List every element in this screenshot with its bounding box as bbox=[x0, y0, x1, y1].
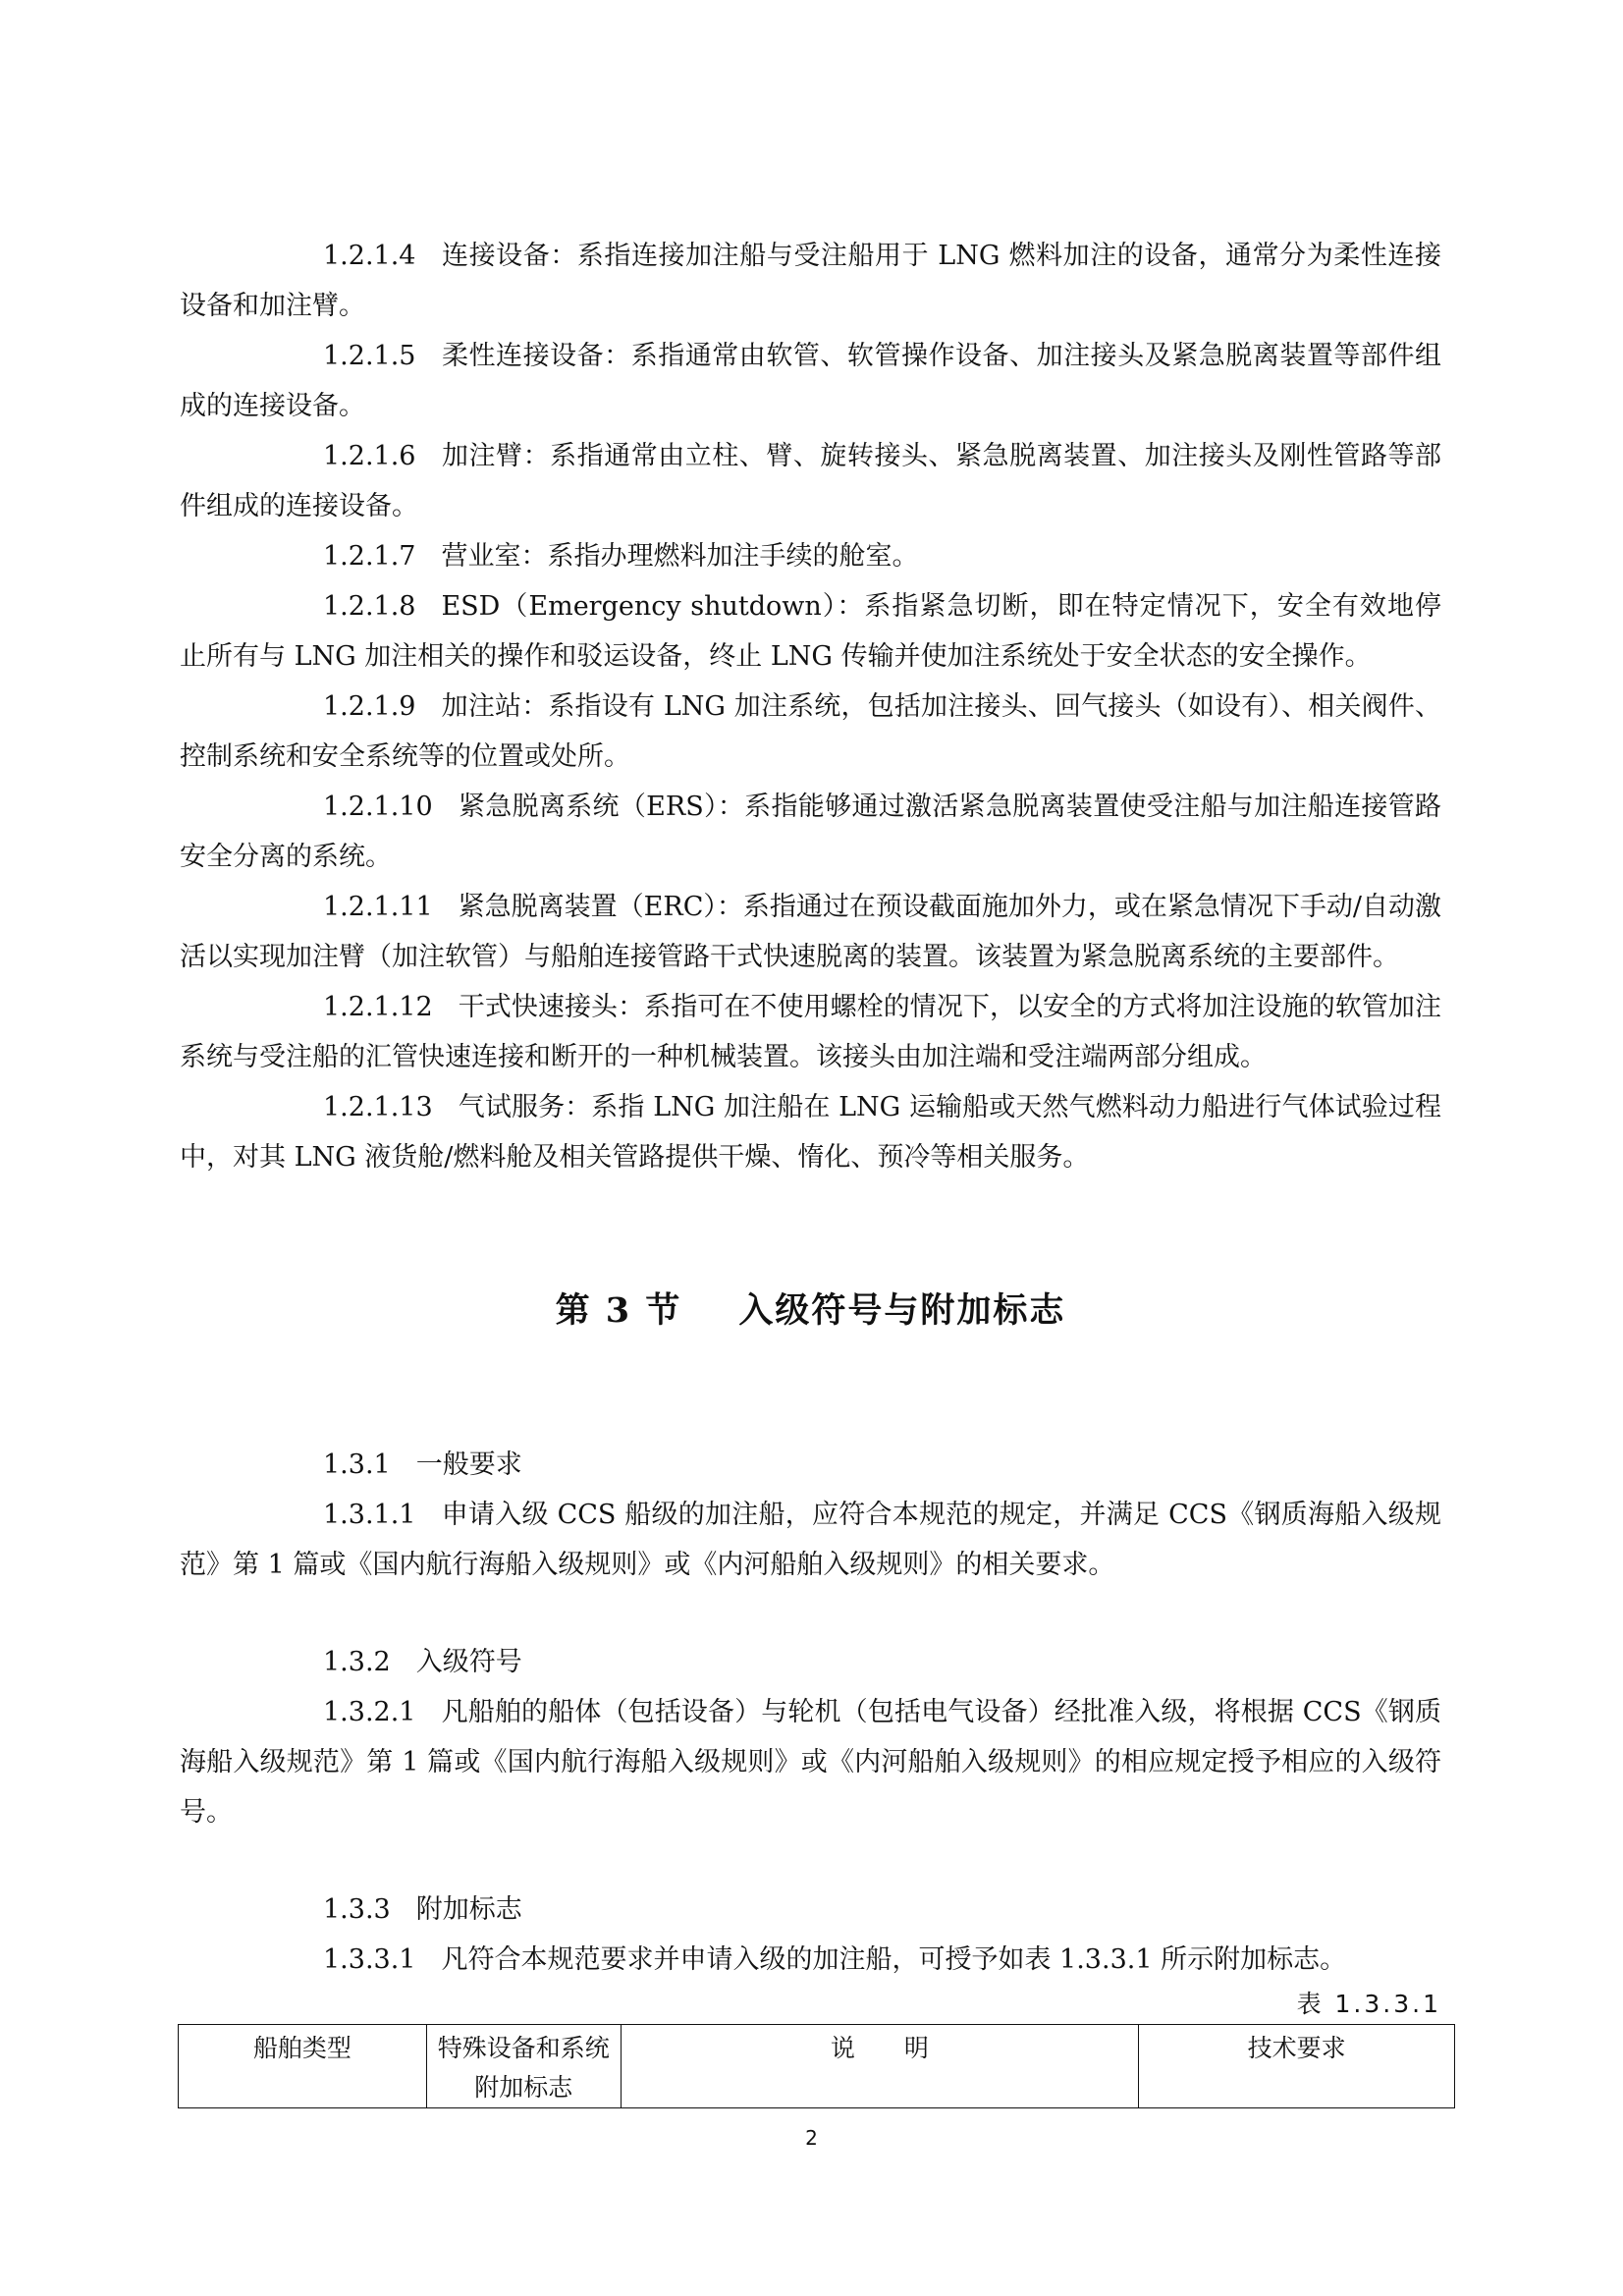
section-number: 第 3 节 bbox=[555, 1290, 682, 1331]
page-content bbox=[180, 231, 1441, 2108]
header-description: 说 明 bbox=[621, 2025, 1139, 2108]
paragraph-1-2-1-13 bbox=[180, 1082, 1441, 1182]
paragraph-1-2-1-9 bbox=[180, 682, 1441, 782]
paragraph-1-2-1-7 bbox=[180, 531, 1441, 581]
paragraph-1-2-1-10 bbox=[180, 782, 1441, 882]
clause-number: 1.2.1.8 bbox=[323, 591, 416, 622]
clause-text: 营业室：系指办理燃料加注手续的舱室。 bbox=[441, 541, 919, 572]
clause-text: 凡符合本规范要求并申请入级的加注船，可授予如表 1.3.3.1 所示附加标志。 bbox=[441, 1944, 1347, 1975]
paragraph-1-2-1-11 bbox=[180, 882, 1441, 982]
clause-number: 1.2.1.7 bbox=[323, 541, 416, 572]
header-technical-requirements: 技术要求 bbox=[1139, 2025, 1455, 2108]
clause-number: 1.3.3.1 bbox=[323, 1944, 416, 1975]
clause-text: 紧急脱离系统（ERS）：系指能够通过激活紧急脱离装置使受注船与加注船连接管路安全分离的系统。 bbox=[180, 792, 1441, 872]
heading-1-3-1 bbox=[180, 1440, 1441, 1490]
section-heading-text: 入级符号与附加标志 bbox=[738, 1290, 1066, 1331]
paragraph-1-2-1-4 bbox=[180, 231, 1441, 331]
clause-heading-text: 入级符号 bbox=[415, 1647, 522, 1677]
paragraph-1-2-1-5 bbox=[180, 331, 1441, 431]
clause-text: 加注站：系指设有 LNG 加注系统，包括加注接头、回气接头（如设有）、相关阀件、控制系统和安全系统等的位置或处所。 bbox=[180, 691, 1441, 772]
clause-number: 1.2.1.6 bbox=[323, 441, 416, 471]
heading-1-3-2 bbox=[180, 1637, 1441, 1687]
paragraph-1-3-3-1 bbox=[180, 1935, 1441, 1985]
header-ship-type: 船舶类型 bbox=[179, 2025, 427, 2108]
heading-1-3-3 bbox=[180, 1885, 1441, 1935]
paragraph-1-2-1-12 bbox=[180, 982, 1441, 1082]
clause-text: 连接设备：系指连接加注船与受注船用于 LNG 燃料加注的设备，通常分为柔性连接设备和加注臂。 bbox=[180, 241, 1441, 321]
spacer bbox=[180, 1590, 1441, 1637]
clause-number: 1.2.1.10 bbox=[323, 792, 433, 822]
clause-number: 1.3.3 bbox=[323, 1894, 391, 1925]
clause-number: 1.3.1 bbox=[323, 1449, 391, 1480]
spacer bbox=[180, 1182, 1441, 1286]
clause-text: 紧急脱离装置（ERC）：系指通过在预设截面施加外力，或在紧急情况下手动/自动激活以实现加注臂（加注软管）与船舶连接管路干式快速脱离的装置。该装置为紧急脱离系统的主要部件。 bbox=[180, 892, 1441, 972]
clause-number: 1.3.2.1 bbox=[323, 1697, 416, 1727]
clause-text: 气试服务：系指 LNG 加注船在 LNG 运输船或天然气燃料动力船进行气体试验过程中，对其 LNG 液货舱/燃料舱及相关管路提供干燥、惰化、预冷等相关服务。 bbox=[180, 1092, 1441, 1173]
clause-number: 1.3.2 bbox=[323, 1647, 391, 1677]
clause-number: 1.2.1.9 bbox=[323, 691, 416, 722]
page-number: 2 bbox=[805, 2126, 818, 2150]
notation-table bbox=[178, 2024, 1455, 2108]
clause-text: 凡船舶的船体（包括设备）与轮机（包括电气设备）经批准入级，将根据 CCS《钢质海船入级规范》第 1 篇或《国内航行海船入级规则》或《内河船舶入级规则》的相应规定授予相应的入级符号。 bbox=[180, 1697, 1441, 1828]
spacer bbox=[180, 1336, 1441, 1440]
spacer bbox=[180, 1837, 1441, 1885]
paragraph-1-2-1-6 bbox=[180, 431, 1441, 531]
clause-text: 柔性连接设备：系指通常由软管、软管操作设备、加注接头及紧急脱离装置等部件组成的连接设备。 bbox=[180, 341, 1441, 421]
header-special-notation: 特殊设备和系统附加标志 bbox=[426, 2025, 621, 2108]
clause-text: 申请入级 CCS 船级的加注船，应符合本规范的规定，并满足 CCS《钢质海船入级规范》第 1 篇或《国内航行海船入级规则》或《内河船舶入级规则》的相关要求。 bbox=[180, 1500, 1441, 1580]
clause-text: ESD（Emergency shutdown）：系指紧急切断，即在特定情况下，安全有效地停止所有与 LNG 加注相关的操作和驳运设备，终止 LNG 传输并使加注系统处于安全状态的安全操作。 bbox=[180, 591, 1441, 672]
section-title bbox=[180, 1286, 1441, 1336]
paragraph-1-3-1-1 bbox=[180, 1490, 1441, 1590]
clause-number: 1.2.1.13 bbox=[323, 1092, 433, 1122]
clause-heading-text: 一般要求 bbox=[415, 1449, 522, 1480]
definitions-list bbox=[180, 231, 1441, 1182]
clause-number: 1.2.1.12 bbox=[323, 992, 433, 1022]
paragraph-1-2-1-8 bbox=[180, 581, 1441, 682]
clause-number: 1.2.1.11 bbox=[323, 892, 433, 922]
clause-number: 1.3.1.1 bbox=[323, 1500, 416, 1530]
paragraph-1-3-2-1 bbox=[180, 1687, 1441, 1837]
table-header-row bbox=[179, 2025, 1455, 2108]
clause-text: 加注臂：系指通常由立柱、臂、旋转接头、紧急脱离装置、加注接头及刚性管路等部件组成的连接设备。 bbox=[180, 441, 1441, 521]
clause-text: 干式快速接头：系指可在不使用螺栓的情况下，以安全的方式将加注设施的软管加注系统与受注船的汇管快速连接和断开的一种机械装置。该接头由加注端和受注端两部分组成。 bbox=[180, 992, 1441, 1072]
clause-number: 1.2.1.5 bbox=[323, 341, 416, 371]
clause-number: 1.2.1.4 bbox=[323, 241, 416, 271]
table-caption: 表 1.3.3.1 bbox=[1296, 1990, 1441, 2018]
clause-heading-text: 附加标志 bbox=[415, 1894, 522, 1925]
